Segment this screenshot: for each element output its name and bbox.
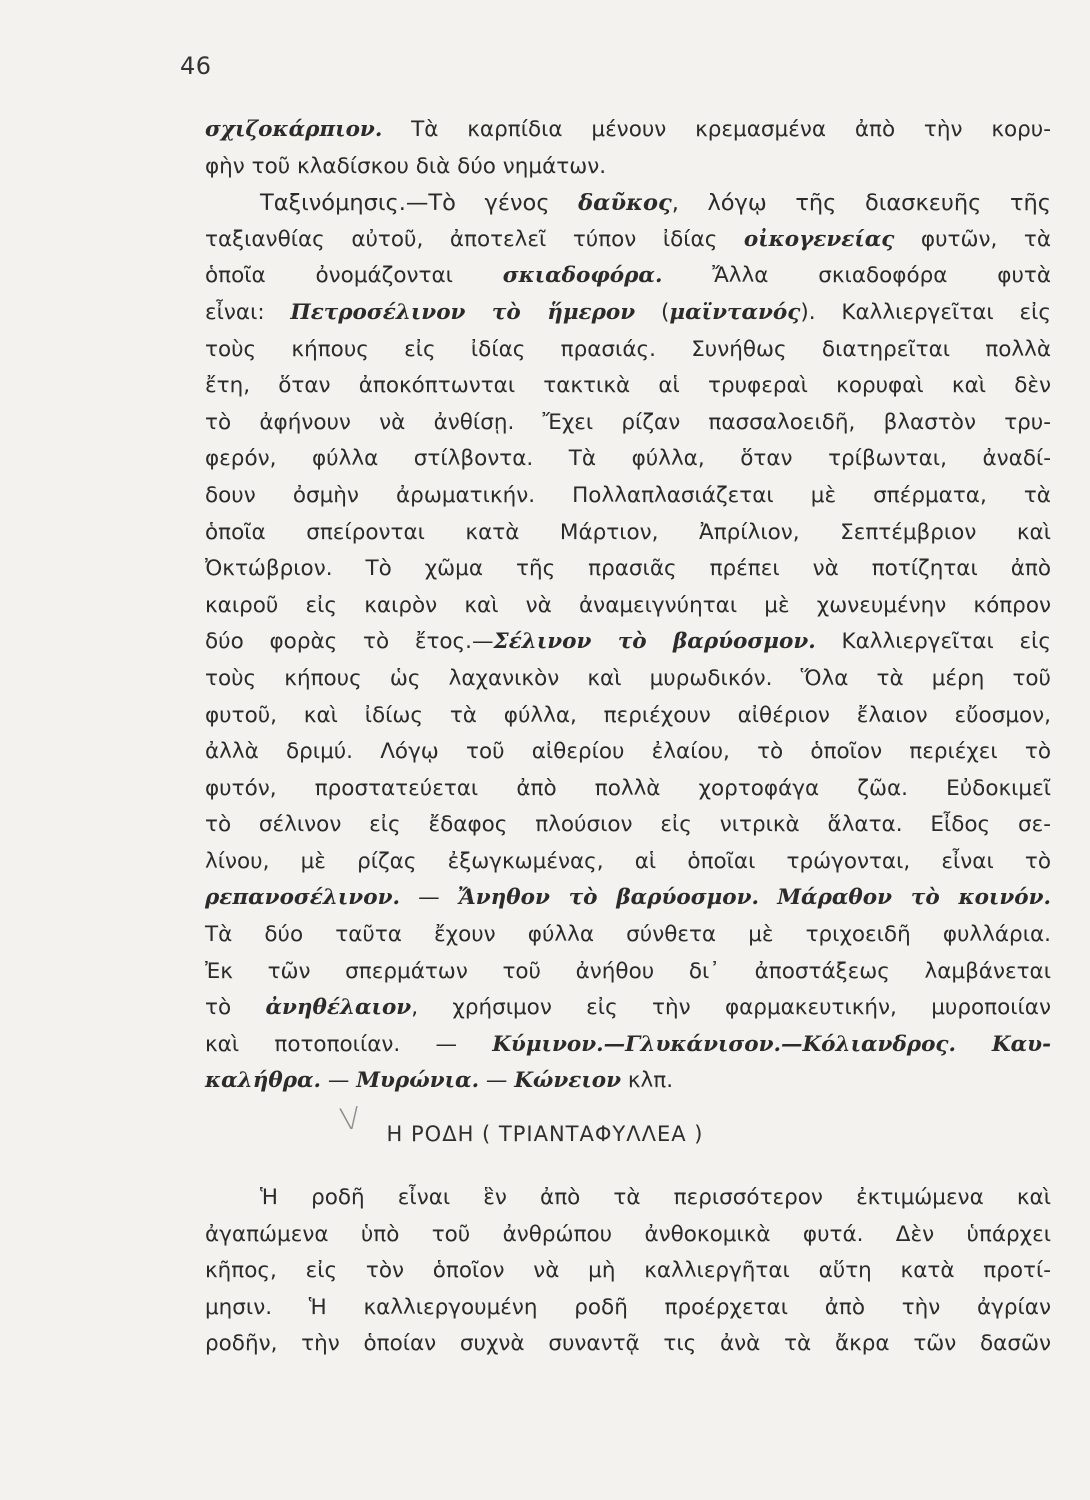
text-line	[205, 405, 1051, 442]
text-line	[205, 771, 1051, 808]
text-run: (	[635, 299, 670, 325]
italic-term: ἀνηθέλαιον	[265, 995, 412, 1021]
text-run: τὸ	[205, 995, 266, 1021]
text-line	[205, 222, 1051, 259]
text-line	[205, 295, 1051, 332]
text-line	[205, 880, 1051, 917]
text-line	[205, 1180, 1051, 1217]
text-run: ροδῆν, τὴν ὁποίαν συχνὰ συναντᾷ τις ἀνὰ τὰ ἄκρα τῶν δασῶν	[205, 1331, 1051, 1357]
text-run: τοὺς κήπους ὡς λαχανικὸν καὶ μυρωδικόν. Ὅλα τὰ μέρη τοῦ	[205, 665, 1051, 691]
italic-term: Μυρώνια.	[356, 1068, 480, 1094]
text-run: τοὺς κήπους εἰς ἰδίας πρασιάς. Συνήθως διατηρεῖται πολλὰ	[205, 336, 1051, 362]
text-line	[205, 258, 1051, 295]
text-line	[205, 844, 1051, 881]
text-run: ἔτη, ὅταν ἀποκόπτωνται τακτικὰ αἱ τρυφεραὶ κορυφαὶ καὶ δὲν	[205, 373, 1051, 399]
text-run: φυτοῦ, καὶ ἰδίως τὰ φύλλα, περιέχουν αἰθέριον ἔλαιον εὔοσμον,	[205, 702, 1051, 728]
text-line	[205, 332, 1051, 369]
italic-term: Κύμινον.—Γλυκάνισον.—Κόλιανδρος. Καυ-	[492, 1031, 1051, 1057]
text-run: φὴν τοῦ κλαδίσκου διὰ δύο νημάτων.	[205, 153, 607, 179]
text-run: ἀλλὰ δριμύ. Λόγῳ τοῦ αἰθερίου ἐλαίου, τὸ ὁποῖον περιέχει τὸ	[205, 739, 1051, 765]
italic-term: Ἄνηθον τὸ βαρύοσμον.	[457, 885, 760, 911]
text-run: φυτόν, προστατεύεται ἀπὸ πολλὰ χορτοφάγα ζῶα. Εὐδοκιμεῖ	[205, 775, 1051, 801]
text-line	[205, 551, 1051, 588]
text-line	[205, 1253, 1051, 1290]
text-run: , λόγῳ τῆς διασκευῆς τῆς	[671, 190, 1051, 217]
text-run: δουν ὀσμὴν ἀρωματικήν. Πολλαπλασιάζεται μὲ σπέρματα, τὰ	[205, 482, 1051, 508]
italic-term: δαῦκος	[578, 190, 672, 217]
text-run: φυτῶν, τὰ	[894, 226, 1051, 252]
text-line	[205, 734, 1051, 771]
text-run: —	[321, 1068, 357, 1094]
italic-term: σχιζοκάρπιον.	[205, 117, 383, 142]
italic-term: οἰκογενείας	[743, 226, 895, 252]
text-run: τὸ ἀφήνουν νὰ ἀνθίσῃ. Ἔχει ρίζαν πασσαλοειδῆ, βλαστὸν τρυ-	[205, 409, 1051, 435]
section-heading-rose: Η ΡΟΔΗ ( ΤΡΙΑΝΤΑΦΥΛΛΕΑ )	[386, 1122, 704, 1146]
text-line	[205, 661, 1051, 698]
text-run: Τὰ καρπίδια μένουν κρεμασμένα ἀπὸ τὴν κορυ-	[382, 117, 1051, 142]
text-run: Τὰ δύο ταῦτα ἔχουν φύλλα σύνθετα μὲ τριχοειδῆ φυλλάρια.	[205, 922, 1051, 948]
text-run: κλπ.	[621, 1068, 674, 1094]
italic-term: καλήθρα.	[205, 1068, 322, 1094]
text-run: ). Καλλιεργεῖται εἰς	[800, 299, 1051, 325]
text-run: Καλλιεργεῖται εἰς	[815, 629, 1051, 655]
italic-term: Μάραθον τὸ κοινόν.	[777, 885, 1051, 911]
text-run: —	[479, 1068, 515, 1094]
text-line	[205, 441, 1051, 478]
text-run: Ἡ ροδῆ εἶναι ἓν ἀπὸ τὰ περισσότερον ἐκτιμώμενα καὶ	[260, 1185, 1051, 1210]
text-line	[205, 112, 1051, 149]
text-line	[205, 698, 1051, 735]
text-run: , χρήσιμον εἰς τὴν φαρμακευτικήν, μυροποιίαν	[411, 995, 1051, 1021]
text-run: κῆπος, εἰς τὸν ὁποῖον νὰ μὴ καλλιεργῆται αὕτη κατὰ προτί-	[205, 1258, 1051, 1284]
text-line	[205, 1326, 1051, 1363]
text-run: καιροῦ εἰς καιρὸν καὶ νὰ ἀναμειγνύηται μὲ χωνευμένην κόπρον	[205, 592, 1051, 618]
text-line	[205, 368, 1051, 405]
text-line	[205, 917, 1051, 954]
text-line	[205, 624, 1051, 661]
text-run: Ὀκτώβριον. Τὸ χῶμα τῆς πρασιᾶς πρέπει νὰ ποτίζηται ἀπὸ	[205, 556, 1051, 582]
text-run: ταξιανθίας αὐτοῦ, ἀποτελεῖ τύπον ἰδίας	[205, 226, 744, 252]
text-run: τὸ σέλινον εἰς ἔδαφος πλούσιον εἰς νιτρικὰ ἅλατα. Εἶδος σε-	[205, 812, 1051, 838]
text-line	[205, 1027, 1051, 1064]
text-line	[205, 185, 1051, 222]
text-run: —	[399, 885, 458, 911]
text-run: Ταξινόμησις.—Τὸ γένος	[260, 190, 579, 217]
text-line	[205, 478, 1051, 515]
text-line	[205, 515, 1051, 552]
text-line	[205, 807, 1051, 844]
section-rose-text	[205, 1180, 1051, 1363]
italic-term: μαϊντανός	[669, 299, 801, 325]
text-run: μησιν. Ἡ καλλιεργουμένη ροδῆ προέρχεται ἀπὸ τὴν ἀγρίαν	[205, 1294, 1051, 1320]
text-run: καὶ ποτοποιίαν. —	[205, 1031, 493, 1057]
text-line	[205, 1217, 1051, 1254]
italic-term: Πετροσέλινον τὸ ἥμερον	[290, 299, 636, 325]
text-run	[759, 885, 777, 910]
italic-term: σκιαδοφόρα.	[502, 263, 663, 289]
text-line	[205, 1290, 1051, 1327]
text-line	[205, 990, 1051, 1027]
text-run: εἶναι:	[205, 299, 291, 325]
text-run: λίνου, μὲ ρίζας ἐξωγκωμένας, αἱ ὁποῖαι τρώγονται, εἶναι τὸ	[205, 848, 1051, 874]
section-carrot-family-text	[205, 112, 1051, 1100]
italic-term: ρεπανοσέλινον.	[205, 885, 400, 911]
text-line	[205, 149, 1051, 186]
italic-term: Κώνειον	[514, 1068, 622, 1094]
pencil-check-mark: V	[337, 1100, 363, 1139]
text-run: δύο φορὰς τὸ ἔτος.—	[205, 629, 494, 655]
italic-term: Σέλινον τὸ βαρύοσμον.	[493, 629, 816, 655]
text-run: Ἄλλα σκιαδοφόρα φυτὰ	[662, 263, 1051, 289]
text-line	[205, 1063, 1051, 1100]
page-number: 46	[180, 52, 212, 80]
text-run: ὁποῖα σπείρονται κατὰ Μάρτιον, Ἀπρίλιον, Σεπτέμβριον καὶ	[205, 519, 1051, 545]
text-run: Ἐκ τῶν σπερμάτων τοῦ ἀνήθου δι᾽ ἀποστάξεως λαμβάνεται	[205, 958, 1051, 984]
text-run: ἀγαπώμενα ὑπὸ τοῦ ἀνθρώπου ἀνθοκομικὰ φυτά. Δὲν ὑπάρχει	[205, 1221, 1051, 1247]
text-line	[205, 954, 1051, 991]
text-run: φερόν, φύλλα στίλβοντα. Τὰ φύλλα, ὅταν τρίβωνται, ἀναδί-	[205, 446, 1051, 472]
text-run: ὁποῖα ὀνομάζονται	[205, 263, 503, 289]
text-line	[205, 588, 1051, 625]
